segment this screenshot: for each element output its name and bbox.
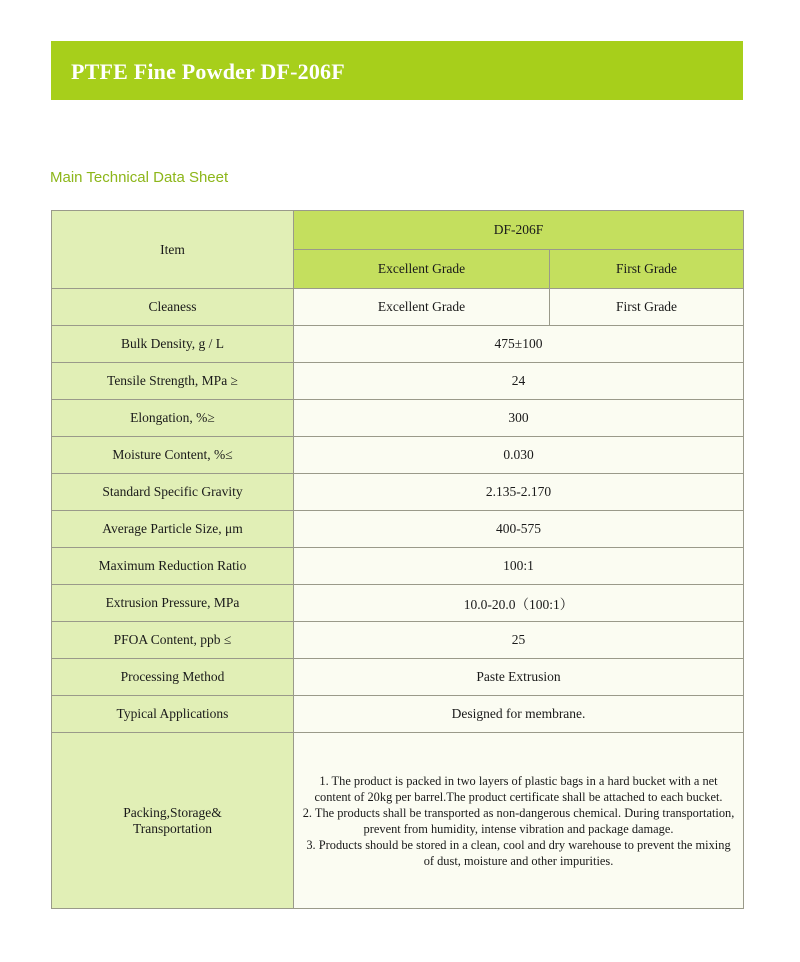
packing-note: 1. The product is packed in two layers of plastic bags in a hard bucket with a net content of 20kg per barrel.The product certificate shall be attached to each bucket. [314, 773, 723, 804]
page-title: PTFE Fine Powder DF-206F [71, 59, 345, 84]
item-header: Item [52, 211, 294, 289]
row-label: Cleaness [52, 289, 294, 326]
row-label: Typical Applications [52, 696, 294, 733]
table-row [52, 696, 744, 733]
row-label: Standard Specific Gravity [52, 474, 294, 511]
packing-label [52, 733, 294, 909]
table-row [52, 363, 744, 400]
row-value: Designed for membrane. [294, 696, 744, 733]
table-row [52, 474, 744, 511]
row-value: 100:1 [294, 548, 744, 585]
table-row [52, 622, 744, 659]
row-label: Extrusion Pressure, MPa [52, 585, 294, 622]
table-row [52, 289, 744, 326]
packing-label-line: Packing,Storage& [123, 804, 222, 820]
row-label: Average Particle Size, μm [52, 511, 294, 548]
product-header: DF-206F [294, 211, 744, 250]
row-label: PFOA Content, ppb ≤ [52, 622, 294, 659]
row-value: 475±100 [294, 326, 744, 363]
table-row [52, 659, 744, 696]
row-label: Processing Method [52, 659, 294, 696]
grade-header-excellent: Excellent Grade [294, 250, 550, 289]
row-label: Bulk Density, g / L [52, 326, 294, 363]
packing-note: 2. The products shall be transported as non-dangerous chemical. During transportation, prevent from humidity, intense vibration and package damage. [302, 805, 735, 836]
row-value: 25 [294, 622, 744, 659]
row-label: Elongation, %≥ [52, 400, 294, 437]
row-value: Paste Extrusion [294, 659, 744, 696]
row-label: Tensile Strength, MPa ≥ [52, 363, 294, 400]
packing-note: 3. Products should be stored in a clean, cool and dry warehouse to prevent the mixing of dust, moisture and other impurities. [306, 837, 731, 868]
row-value: Excellent Grade [294, 289, 550, 326]
table-row [52, 437, 744, 474]
row-value: 400-575 [294, 511, 744, 548]
table-row [52, 511, 744, 548]
row-label: Maximum Reduction Ratio [52, 548, 294, 585]
title-banner [51, 41, 743, 100]
row-value: 24 [294, 363, 744, 400]
table-row [52, 585, 744, 622]
row-value: 300 [294, 400, 744, 437]
packing-label-line: Transportation [132, 820, 212, 836]
grade-header-first: First Grade [550, 250, 744, 289]
row-value: 2.135-2.170 [294, 474, 744, 511]
row-value: 0.030 [294, 437, 744, 474]
row-value: 10.0-20.0（100:1） [294, 585, 744, 622]
table-row [52, 400, 744, 437]
section-title: Main Technical Data Sheet [50, 169, 229, 186]
row-label: Moisture Content, %≤ [52, 437, 294, 474]
table-row-packing [52, 733, 744, 909]
table-row [52, 548, 744, 585]
table-header-row [52, 211, 744, 250]
row-value: First Grade [550, 289, 744, 326]
technical-data-table [51, 210, 744, 909]
packing-notes [294, 733, 744, 909]
table-row [52, 326, 744, 363]
